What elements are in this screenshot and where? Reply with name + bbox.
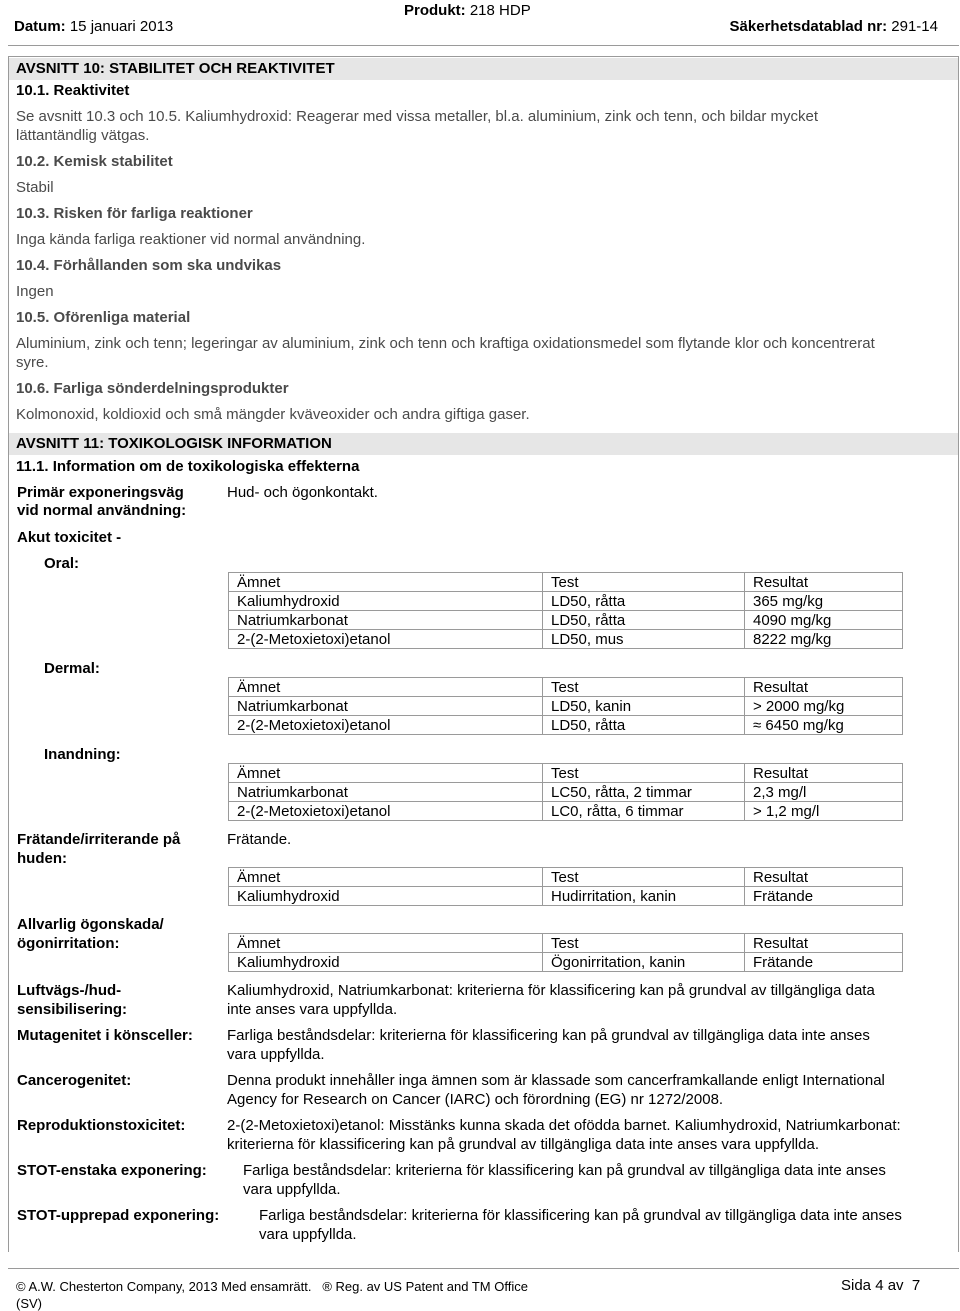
skin-label-a: Frätande/irriterande på [17,831,181,848]
sens-label-b: sensibilisering: [17,1001,128,1018]
table-row [229,611,903,630]
heading-10-2: 10.2. Kemisk stabilitet [16,153,173,170]
footer-rule [8,1268,959,1269]
heading-11-1: 11.1. Information om de toxikologiska effekterna [16,458,360,475]
footer-language: (SV) [16,1296,42,1311]
table-header-cell: Ämnet [229,573,543,592]
skin-table [228,867,903,906]
header-rule [8,45,959,46]
acute-label: Akut toxicitet - [17,529,122,546]
table-cell: Natriumkarbonat [229,783,543,802]
table-header-cell: Resultat [745,934,903,953]
table-cell: 8222 mg/kg [745,630,903,649]
section-11-title: AVSNITT 11: TOXIKOLOGISK INFORMATION [16,435,332,452]
muta-value-a: Farliga beståndsdelar: kriterierna för klassificering kan på grundval av tillgängliga data inte anses [227,1027,870,1044]
table-cell: > 2000 mg/kg [745,697,903,716]
skin-label-b: huden: [17,850,67,867]
heading-10-5: 10.5. Oförenliga material [16,309,191,326]
table-header-cell: Test [543,678,745,697]
section-11-bar [9,433,958,455]
table-header-row [229,764,903,783]
table-row [229,592,903,611]
exposure-value: Hud- och ögonkontakt. [227,484,378,501]
table-cell: Hudirritation, kanin [543,887,745,906]
section-10-title: AVSNITT 10: STABILITET OCH REAKTIVITET [16,60,335,77]
heading-10-1: 10.1. Reaktivitet [16,82,130,99]
text-10-1b: lättantändlig vätgas. [16,127,150,144]
table-row [229,630,903,649]
table-cell: 365 mg/kg [745,592,903,611]
stot-repeat-label: STOT-upprepad exponering: [17,1207,220,1224]
text-10-5a: Aluminium, zink och tenn; legeringar av aluminium, zink och tenn och kraftiga oxidationsmedel som flytande klor och koncentrerat [16,335,875,352]
table-cell: Frätande [745,953,903,972]
carc-label: Cancerogenitet: [17,1072,132,1089]
table-header-cell: Test [543,934,745,953]
table-cell: Kaliumhydroxid [229,887,543,906]
section-10-bar [9,58,958,80]
table-header-cell: Resultat [745,678,903,697]
stot-single-label: STOT-enstaka exponering: [17,1162,207,1179]
exposure-label-b: vid normal användning: [17,502,187,519]
table-cell: Kaliumhydroxid [229,953,543,972]
text-10-4: Ingen [16,283,54,300]
sens-value-a: Kaliumhydroxid, Natriumkarbonat: kriterierna för klassificering kan på grundval av tillgängliga data [227,982,875,999]
table-header-cell: Ämnet [229,764,543,783]
table-cell: Natriumkarbonat [229,611,543,630]
skin-value: Frätande. [227,831,292,848]
table-header-row [229,934,903,953]
text-10-1a: Se avsnitt 10.3 och 10.5. Kaliumhydroxid: Reagerar med vissa metaller, bl.a. aluminium, zink och tenn, och bildar mycket [16,108,819,125]
header-sds [730,18,938,35]
repro-value-a: 2-(2-Metoxietoxi)etanol: Misstänks kunna skada det ofödda barnet. Kaliumhydroxid, Natriumkarbonat: [227,1117,901,1134]
carc-value-b: Agency for Research on Cancer (IARC) och förordning (EG) nr 1272/2008. [227,1091,724,1108]
muta-label: Mutagenitet i könsceller: [17,1027,193,1044]
muta-value-b: vara uppfyllda. [227,1046,325,1063]
table-cell: LD50, råtta [543,716,745,735]
table-cell: 2-(2-Metoxietoxi)etanol [229,716,543,735]
stot-repeat-value-a: Farliga beståndsdelar: kriterierna för klassificering kan på grundval av tillgängliga data inte anses [259,1207,902,1224]
eye-label-a: Allvarlig ögonskada/ [17,916,164,933]
inhal-label: Inandning: [44,746,121,763]
table-cell: ≈ 6450 mg/kg [745,716,903,735]
sds-label: Säkerhetsdatablad nr: [729,18,888,35]
table-header-cell: Resultat [745,868,903,887]
table-cell: Natriumkarbonat [229,697,543,716]
table-row [229,887,903,906]
table-cell: LC50, råtta, 2 timmar [543,783,745,802]
table-row [229,783,903,802]
table-header-cell: Ämnet [229,868,543,887]
table-cell: > 1,2 mg/l [745,802,903,821]
sens-value-b: inte anses vara uppfyllda. [227,1001,398,1018]
date-label: Datum: [14,18,66,35]
dermal-label: Dermal: [44,660,100,677]
footer-page-number: Sida 4 av 7 [841,1277,921,1294]
eye-label-b: ögonirritation: [17,935,120,952]
date-value: 15 januari 2013 [69,18,174,35]
inhal-table [228,763,903,821]
sds-value: 291-14 [891,18,938,35]
table-cell: LD50, mus [543,630,745,649]
table-header-row [229,868,903,887]
table-cell: Frätande [745,887,903,906]
oral-label: Oral: [44,555,80,572]
repro-value-b: kriterierna för klassificering kan på grundval av tillgängliga data inte anses vara uppfyllda. [227,1136,819,1153]
header-date [14,18,173,35]
carc-value-a: Denna produkt innehåller inga ämnen som är klassade som cancerframkallande enligt International [227,1072,885,1089]
footer-copyright: © A.W. Chesterton Company, 2013 Med ensamrätt. ® Reg. av US Patent and TM Office [16,1279,528,1294]
table-cell: LC0, råtta, 6 timmar [543,802,745,821]
table-cell: LD50, kanin [543,697,745,716]
table-cell: 4090 mg/kg [745,611,903,630]
text-10-2: Stabil [16,179,54,196]
sens-label-a: Luftvägs-/hud- [17,982,122,999]
table-header-cell: Resultat [745,764,903,783]
stot-single-value-b: vara uppfyllda. [243,1181,341,1198]
heading-10-6: 10.6. Farliga sönderdelningsprodukter [16,380,289,397]
heading-10-3: 10.3. Risken för farliga reaktioner [16,205,253,222]
table-cell: Ögonirritation, kanin [543,953,745,972]
table-header-cell: Test [543,573,745,592]
table-cell: 2-(2-Metoxietoxi)etanol [229,802,543,821]
eye-table [228,933,903,972]
text-10-5b: syre. [16,354,49,371]
table-cell: 2,3 mg/l [745,783,903,802]
product-label: Produkt: [404,2,466,19]
dermal-table [228,677,903,735]
text-10-3: Inga kända farliga reaktioner vid normal användning. [16,231,366,248]
exposure-label-a: Primär exponeringsväg [17,484,184,501]
table-header-cell: Ämnet [229,934,543,953]
table-header-row [229,678,903,697]
table-row [229,716,903,735]
table-header-cell: Ämnet [229,678,543,697]
stot-repeat-value-b: vara uppfyllda. [259,1226,357,1243]
table-cell: LD50, råtta [543,592,745,611]
table-cell: 2-(2-Metoxietoxi)etanol [229,630,543,649]
table-row [229,697,903,716]
table-cell: LD50, råtta [543,611,745,630]
table-row [229,953,903,972]
table-header-row [229,573,903,592]
table-cell: Kaliumhydroxid [229,592,543,611]
repro-label: Reproduktionstoxicitet: [17,1117,186,1134]
text-10-6: Kolmonoxid, koldioxid och små mängder kväveoxider och andra giftiga gaser. [16,406,530,423]
heading-10-4: 10.4. Förhållanden som ska undvikas [16,257,282,274]
product-value: 218 HDP [469,2,531,19]
table-header-cell: Resultat [745,573,903,592]
table-row [229,802,903,821]
oral-table [228,572,903,649]
table-header-cell: Test [543,764,745,783]
table-header-cell: Test [543,868,745,887]
header-product [404,2,531,19]
stot-single-value-a: Farliga beståndsdelar: kriterierna för klassificering kan på grundval av tillgängliga data inte anses [243,1162,886,1179]
